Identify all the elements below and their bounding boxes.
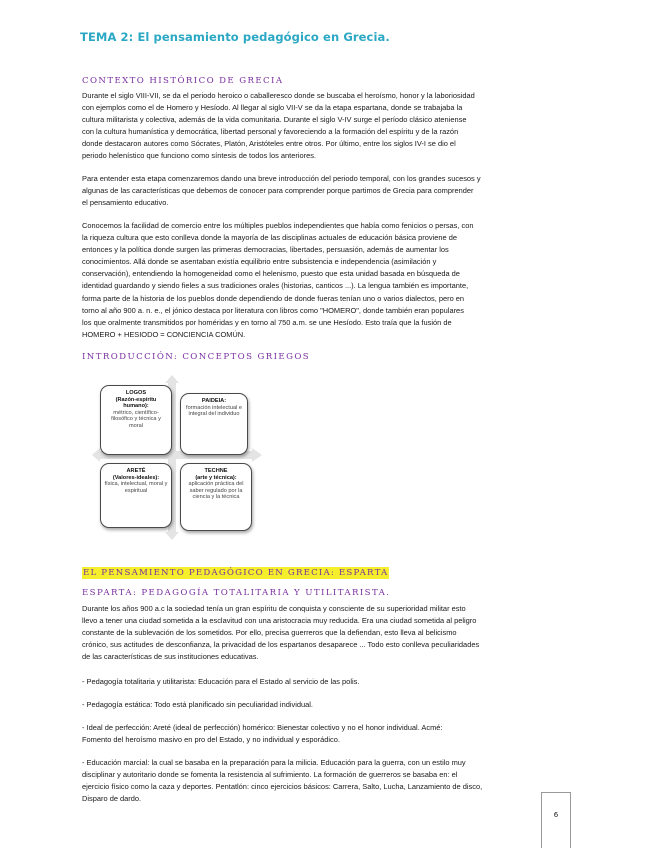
text-line: torno al año 900 a. n. e., el jónico destaca por literatura con libros como "HOMERO", donde también eran populares <box>82 305 464 315</box>
text-line: ejercicio físico como la caza y deportes. Pentatlón: cinco ejercicios básicos: Carrera, Salto, Lucha, Lanzamiento de disco, <box>82 782 483 792</box>
bullet-pedagogia-estatica <box>82 699 572 711</box>
text-line: conocimientos. Allá donde se asentaban existía equilibrio entre subsistencia e independencia (asimilación y <box>82 257 437 267</box>
text-line: Durante los años 900 a.c la sociedad tenía un gran espíritu de conquista y consciente de su superioridad militar esto <box>82 604 466 613</box>
text-line: Disparo de dardo. <box>82 794 142 804</box>
subheading-esparta: ESPARTA: PEDAGOGÍA TOTALITARIA Y UTILITARISTA. <box>82 588 391 598</box>
concepts-diagram <box>92 375 262 540</box>
heading-esparta: EL PENSAMIENTO PEDAGÓGICO EN GRECIA: ESPARTA <box>83 568 389 578</box>
text-line: conservación), entendiendo la homogeneidad como el helenismo, puesto que esta unidad basada en búsqueda de <box>82 269 460 279</box>
paideia-title: PAIDEIA: <box>201 398 227 404</box>
text-line: la riqueza cultura que esto conlleva donde la mayoría de las disciplinas actuales de educación básica proviene de <box>82 233 458 243</box>
bullet-educacion-marcial <box>82 757 572 805</box>
para-contexto-3 <box>82 220 572 341</box>
techne-sub: (arte y técnica): <box>195 474 237 481</box>
text-line: donde destacaron autores como Sócrates, Platón, Aristóteles entre otros. Por último, entre los siglos IV-I se dio el <box>82 139 456 149</box>
text-line: Para entender esta etapa comenzaremos dando una breve introducción del periodo temporal, con los grandes sucesos y <box>82 174 481 183</box>
text-line: - Pedagogía totalitaria y utilitarista: Educación para el Estado al servicio de las polis. <box>82 677 360 686</box>
text-line: entonces y la política donde surgen las primeras democracias, libertades, persuasión, además de aumentar los <box>82 245 449 255</box>
text-line: forma parte de la historia de los pueblos donde dependiendo de donde fueras tenían uno o varios dialectos, pero en <box>82 293 465 303</box>
logos-text: métrico, científico-filosófico y técnica y moral <box>111 409 161 429</box>
text-line: - Educación marcial: la cual se basaba en la preparación para la milicia. Educación para la guerra, con un estilo muy <box>82 758 466 767</box>
logos-card <box>100 385 172 455</box>
text-line: Fomento del heroísmo masivo en pro del Estado, y no individual y esporádico. <box>82 735 340 745</box>
page-number-box <box>541 792 571 848</box>
text-line: - Pedagogía estática: Todo está planificado sin peculiaridad individual. <box>82 700 313 709</box>
paideia-card <box>180 393 248 455</box>
arete-title: ARETÉ <box>126 468 146 474</box>
text-line: constante de la sublevación de los sometidos. Por ello, precisa guerreros que la defiendan, esto lleva al belicismo <box>82 628 457 638</box>
text-line: - Ideal de perfección: Areté (ideal de perfección) homérico: Bienestar colectivo y no el honor individual. Acmé: <box>82 723 443 732</box>
arete-sub: (Valores-ideales): <box>112 474 160 481</box>
page-title: TEMA 2: El pensamiento pedagógico en Grecia. <box>80 30 390 44</box>
text-line: Durante el siglo VIII-VII, se da el periodo heroico o caballeresco donde se buscaba el heroísmo, honor y la laboriosidad <box>82 91 475 100</box>
text-line: HOMERO + HESIODO = CONCIENCIA COMÚN. <box>82 329 246 339</box>
bullet-pedagogia-totalitaria <box>82 676 572 688</box>
heading-contexto: CONTEXTO HISTÓRICO DE GRECIA <box>82 76 284 86</box>
page-number: 6 <box>553 811 559 819</box>
para-contexto-2 <box>82 173 572 209</box>
text-line: identidad guardando y siendo fieles a sus tradiciones orales (historias, canticos ...). La lengua también es importante, <box>82 281 469 291</box>
logos-title: LOGOS <box>125 390 147 396</box>
techne-text: aplicación práctica del saber regulado por la ciencia y la técnica <box>188 481 244 501</box>
text-line: periodo helenístico que funciono como síntesis de todos los anteriores. <box>82 151 317 161</box>
text-line: con la cultura humanística y democrática, libertad personal y favoreciendo a la formación del espíritu y de la razón <box>82 127 459 137</box>
techne-card <box>180 463 252 531</box>
text-line: de las características de sus instituciones educativas. <box>82 652 259 662</box>
heading-introduccion: INTRODUCCIÓN: CONCEPTOS GRIEGOS <box>82 352 311 362</box>
text-line: disciplinar y autoritario donde se fomenta la resistencia al sufrimiento. La formación de guerreros se basaba en: el <box>82 770 458 780</box>
techne-title: TECHNE <box>204 468 228 474</box>
text-line: el pensamiento educativo. <box>82 198 169 208</box>
text-line: algunas de las características que debemos de conocer para comprender porque partimos de Grecia para comprender <box>82 186 474 196</box>
text-line: con ejemplos como el de Homero y Hesíodo. Al llegar al siglo VII-V se da la etapa espartana, donde se trabajaba la <box>82 103 463 113</box>
para-esparta-1 <box>82 603 572 663</box>
logos-sub: (Razón-espíritu humano): <box>115 396 157 410</box>
text-line: los que oralmente transmitidos por homéridas y en torno al 750 a.m. se une Hesíodo. Esto traía que la fusión de <box>82 317 452 327</box>
paideia-text: formación intelectual e integral del individuo <box>186 404 242 418</box>
arete-text: física, intelectual, moral y espiritual <box>104 481 168 494</box>
text-line: Conocemos la facilidad de comercio entre los múltiples pueblos independientes que había como fenicios o persas, con <box>82 221 474 230</box>
text-line: crónico, sus actitudes de desconfianza, la privacidad de los espartanos desaparece ... Todo esto conlleva peculiaridades <box>82 640 480 650</box>
text-line: llevo a tener una ciudad sometida a la esclavitud con una aristocracia muy reducida. Era una ciudad sometida al peligro <box>82 616 477 626</box>
para-contexto-1 <box>82 90 572 163</box>
text-line: cultura militarista y colectiva, además de la vida comunitaria. Durante el siglo V-IV surge el período clásico ateniense <box>82 115 467 125</box>
bullet-ideal-perfeccion <box>82 722 572 746</box>
arete-card <box>100 463 172 528</box>
